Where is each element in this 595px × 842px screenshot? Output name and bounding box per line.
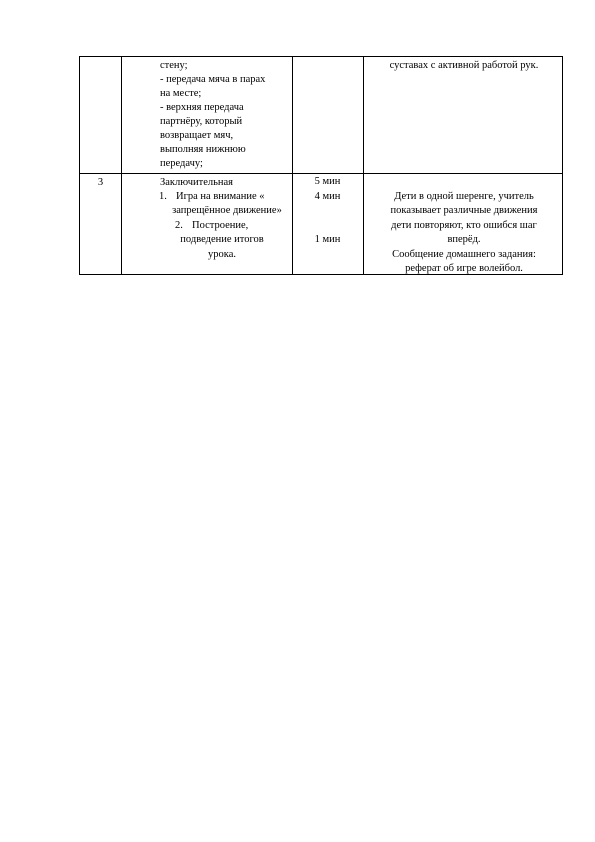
list-item-number: 1. xyxy=(159,191,167,202)
note-line: реферат об игре волейбол. xyxy=(405,263,523,274)
section-title: Заключительная xyxy=(160,177,233,188)
time-value: 5 мин xyxy=(314,176,341,187)
row-divider xyxy=(80,173,562,174)
note-line: вперёд. xyxy=(447,234,481,245)
list-item-text: Игра на внимание « xyxy=(176,191,265,202)
list-item-number: 2. xyxy=(175,220,183,231)
content-line: - передача мяча в парах xyxy=(160,74,266,85)
list-item-text: Построение, xyxy=(192,220,249,231)
lesson-plan-table xyxy=(79,56,563,275)
note-line: дети повторяют, кто ошибся шаг xyxy=(391,220,537,231)
list-item-text: подведение итогов xyxy=(180,234,264,245)
content-line: - верхняя передача xyxy=(160,102,244,113)
content-line: выполняя нижнюю xyxy=(160,144,246,155)
time-value: 4 мин xyxy=(314,191,341,202)
row-number: 3 xyxy=(97,177,104,188)
list-item-text: запрещённое движение» xyxy=(172,205,282,216)
note-line: Дети в одной шеренге, учитель xyxy=(394,191,534,202)
content-line: партнёру, который xyxy=(160,116,243,127)
content-line: на месте; xyxy=(160,88,202,99)
list-item-text: урока. xyxy=(208,249,236,260)
content-line: стену; xyxy=(160,60,188,71)
content-line: передачу; xyxy=(160,158,203,169)
time-value: 1 мин xyxy=(314,234,341,245)
column-divider xyxy=(121,57,122,274)
note-line: суставах с активной работой рук. xyxy=(389,60,539,71)
content-line: возвращает мяч, xyxy=(160,130,234,141)
note-line: Сообщение домашнего задания: xyxy=(392,249,536,260)
note-line: показывает различные движения xyxy=(390,205,538,216)
